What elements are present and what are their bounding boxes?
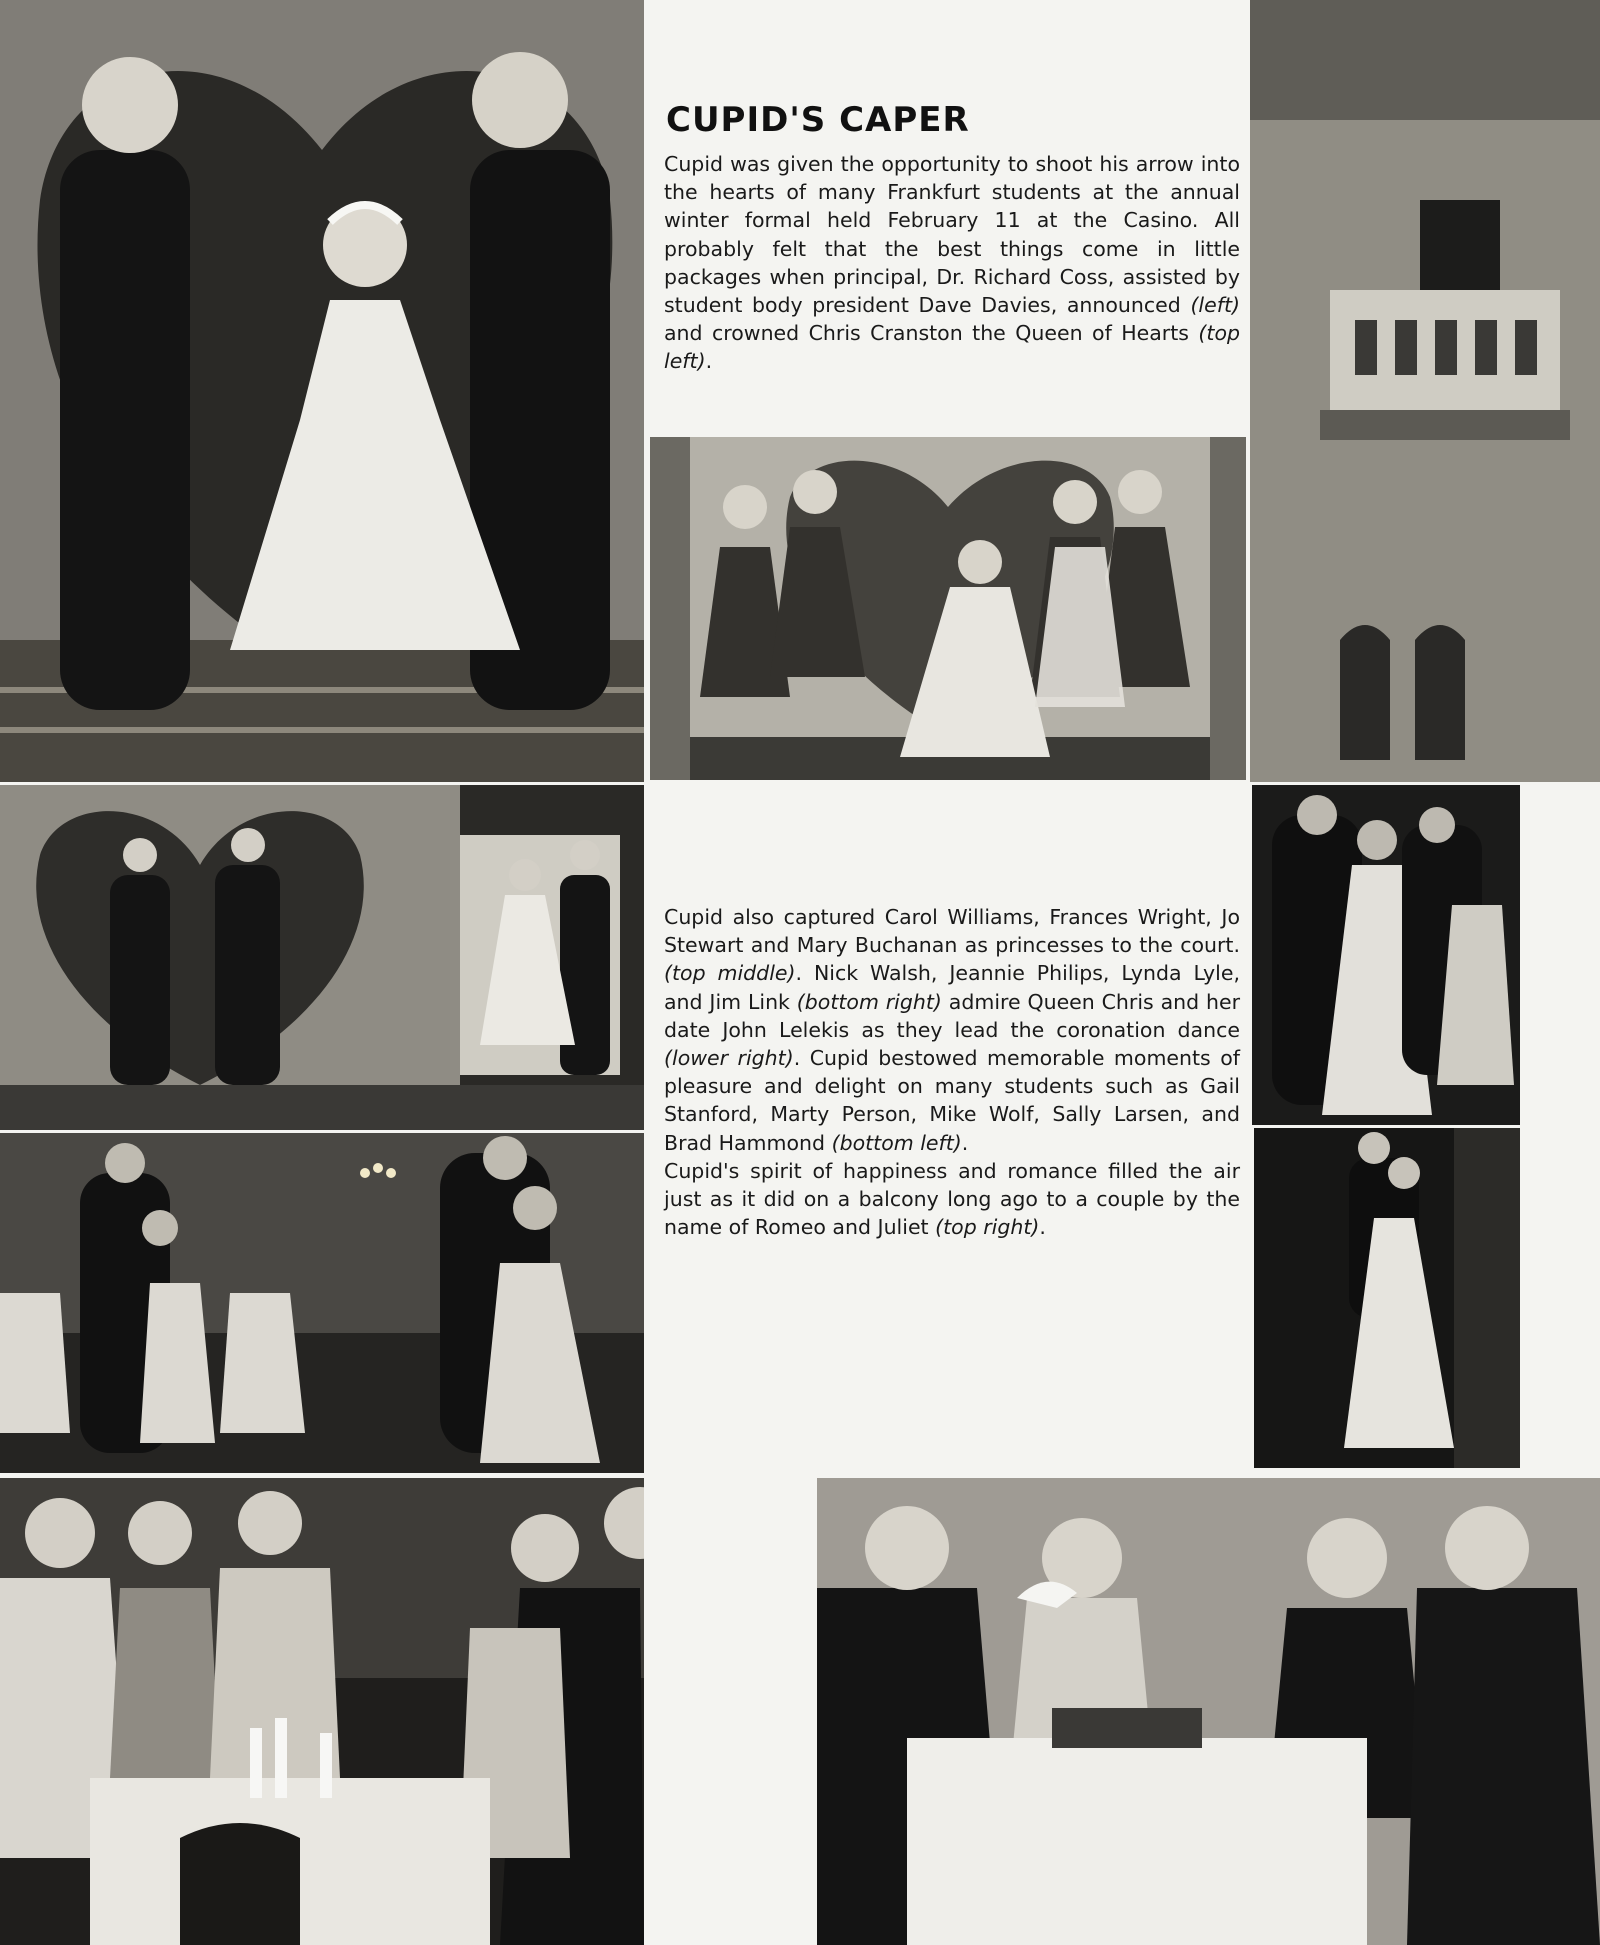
body-text-4-end: .	[961, 1130, 969, 1155]
photo-balcony	[1250, 0, 1600, 782]
photo-table-group	[0, 1478, 644, 1945]
body-ref-lower-right: (lower right)	[664, 1046, 794, 1071]
photo-announcement	[0, 785, 644, 1130]
body-text-3: admire Queen Chris and her date John Lelekis as they lead the coronation dance	[664, 989, 1241, 1042]
body-text-block	[664, 903, 1240, 1241]
intro-text-end: .	[705, 349, 713, 374]
intro-text-2: and crowned Chris Cranston the Queen of Hearts	[664, 321, 1199, 346]
body-paragraph	[664, 903, 1240, 1157]
photo-table-couples	[817, 1478, 1600, 1945]
intro-ref-left: (left)	[1190, 293, 1240, 318]
body-ref-bottom-left: (bottom left)	[831, 1130, 962, 1155]
photo-couple-dance-top	[1252, 785, 1520, 1125]
intro-paragraph-block	[664, 150, 1240, 376]
intro-ref-top-left: (top left)	[664, 321, 1240, 374]
closing-ref-top-right: (top right)	[935, 1215, 1040, 1240]
closing-text-end: .	[1039, 1215, 1046, 1240]
body-ref-bottom-right: (bottom right)	[796, 989, 942, 1014]
body-ref-top-middle: (top middle)	[664, 961, 796, 986]
page-title: CUPID'S CAPER	[666, 100, 970, 140]
photo-coronation	[0, 0, 644, 782]
intro-text-1: Cupid was given the opportunity to shoot his arrow into the hearts of many Frankfurt students at the annual winter formal held February 11 at the Casino. All probably felt that the best things come in little packages when principal, Dr. Richard Coss, assisted by student body president Dave Davies, announced	[664, 152, 1240, 318]
photo-princesses	[650, 437, 1246, 780]
closing-text: Cupid's spirit of happiness and romance filled the air just as it did on a balcony long ago to a couple by the name of Romeo and Juliet	[664, 1158, 1240, 1240]
body-text-2: . Nick Walsh, Jeannie Philips, Lynda Lyle, and Jim Link	[664, 961, 1241, 1014]
photo-dance-floor	[0, 1133, 644, 1473]
photo-couple-dance-lower	[1254, 1128, 1520, 1468]
intro-paragraph	[664, 150, 1240, 376]
closing-paragraph	[664, 1157, 1240, 1242]
body-text-4: . Cupid bestowed memorable moments of pleasure and delight on many students such as Gail Stanford, Marty Person, Mike Wolf, Sally Larsen, and Brad Hammond	[664, 1046, 1240, 1155]
body-text-1: Cupid also captured Carol Williams, Frances Wright, Jo Stewart and Mary Buchanan as princesses to the court.	[664, 905, 1240, 958]
